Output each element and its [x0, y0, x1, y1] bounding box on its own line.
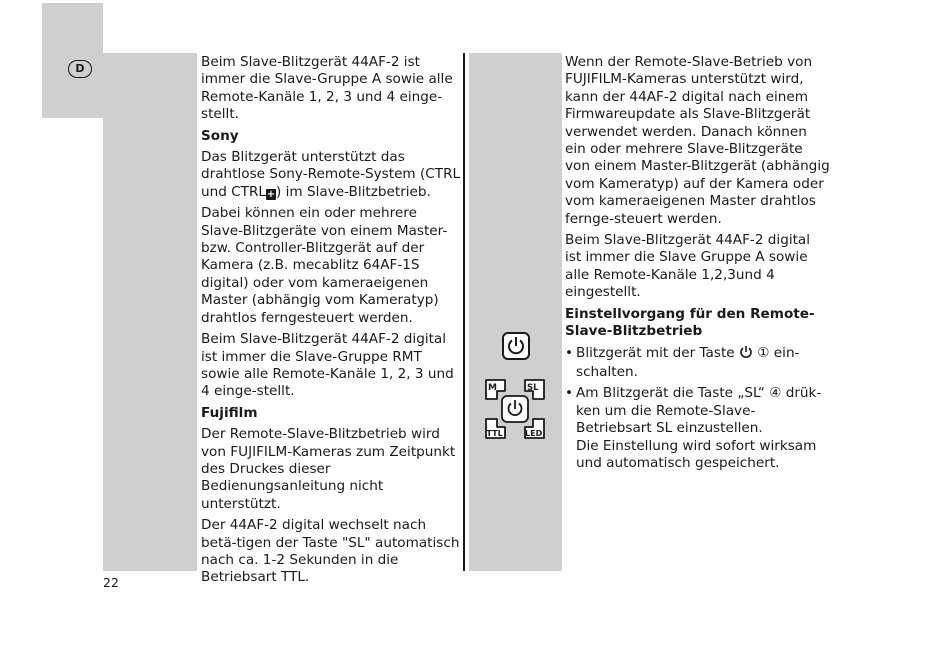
paragraph: Beim Slave-Blitzgerät 44AF-2 digital ist immer die Slave Gruppe A sowie alle Remote-Kanäle 1,2,3und 4 eingestellt.: [565, 232, 811, 301]
right-column: [565, 54, 830, 476]
keypad-label-led: LED: [525, 429, 543, 438]
illustration-bar: [469, 53, 562, 571]
paragraph: Der 44AF-2 digital wechselt nach betä-tigen der Taste "SL" automatisch nach ca. 1-2 Sekunden in die Betriebsart TTL.: [201, 517, 460, 586]
keypad-label-m: M: [488, 383, 497, 393]
list-item: • Am Blitzgerät die Taste „SL“ ④ drük-ken um die Remote-Slave-Betriebsart SL einzustellen. Die Einstellung wird sofort wirksam und automatisch gespeichert.: [565, 385, 822, 471]
keypad-illustration: [483, 377, 547, 445]
left-margin-bar: [103, 53, 197, 571]
heading-fujifilm: Fujifilm: [201, 404, 258, 421]
keypad-label-ttl: TTL: [486, 429, 503, 438]
power-button-icon: [502, 332, 530, 360]
column-divider: [463, 53, 465, 571]
keypad-icon: [483, 377, 547, 441]
paragraph: Beim Slave-Blitzgerät 44AF-2 ist immer die Slave-Gruppe A sowie alle Remote-Kanäle 1, 2, 3 und 4 einge-stellt.: [201, 54, 453, 123]
heading-sony: Sony: [201, 127, 239, 144]
ctrl-plus-icon: +: [266, 188, 276, 200]
power-button-illustration: [502, 332, 530, 364]
paragraph: Der Remote-Slave-Blitzbetrieb wird von FUJIFILM-Kameras zum Zeitpunkt des Druckes dieser Bedienungsanleitung nicht unterstützt.: [201, 426, 456, 512]
paragraph: Dabei können ein oder mehrere Slave-Blitzgeräte von einem Master- bzw. Controller-Blitzgerät auf der Kamera (z.B. mecablitz 64AF-1S digital) oder vom kameraeigenen Master (abhängig vom Kameratyp) drahtlos ferngesteuert werden.: [201, 205, 448, 326]
language-badge: D: [68, 60, 92, 78]
paragraph: Das Blitzgerät unterstützt das drahtlose Sony-Remote-System (CTRL und CTRL+) im Slave-Blitzbetrieb.: [201, 149, 461, 200]
list-item: • Blitzgerät mit der Taste ① ein-schalten.: [565, 344, 800, 380]
left-column: [201, 54, 463, 591]
keypad-label-sl: SL: [527, 383, 539, 393]
heading-setup: Einstellvorgang für den Remote-Slave-Blitzbetrieb: [565, 305, 815, 340]
power-icon: [739, 345, 753, 364]
paragraph: Beim Slave-Blitzgerät 44AF-2 digital ist immer die Slave-Gruppe RMT sowie alle Remote-Kanäle 1, 2, 3 und 4 einge-stellt.: [201, 331, 454, 400]
page-number: 22: [103, 575, 119, 590]
paragraph: Wenn der Remote-Slave-Betrieb von FUJIFILM-Kameras unterstützt wird, kann der 44AF-2 digital nach einem Firmwareupdate als Slave-Blitzgerät verwendet werden. Danach können ein oder mehrere Slave-Blitzgeräte von einem Master-Blitzgerät (abhängig vom Kameratyp) auf der Kamera oder vom kameraeigenen Master drahtlos fernge-steuert werden.: [565, 54, 830, 227]
